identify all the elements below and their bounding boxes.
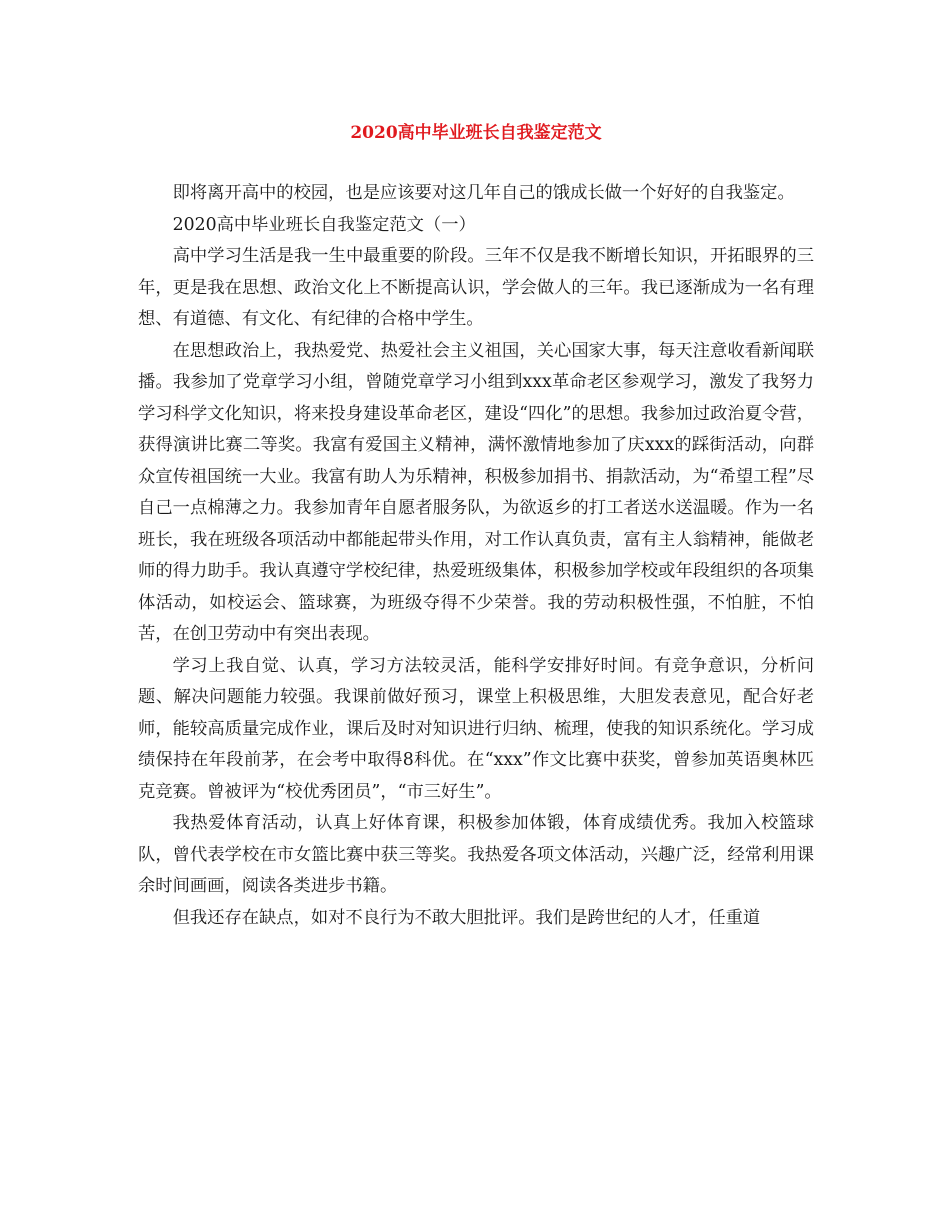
paragraph-overview: 高中学习生活是我一生中最重要的阶段。三年不仅是我不断增长知识，开拓眼界的三年，更是我在思想、政治文化上不断提高认识，学会做人的三年。我已逐渐成为一名有理想、有道德、有文化、有纪律的合格中学生。	[138, 246, 814, 329]
paragraph-intro: 即将离开高中的校园，也是应该要对这几年自己的饿成长做一个好好的自我鉴定。	[172, 183, 795, 203]
paragraph-politics: 在思想政治上，我热爱党、热爱社会主义祖国，关心国家大事，每天注意收看新闻联播。我参加了党章学习小组，曾随党章学习小组到xxx革命老区参观学习，激发了我努力学习科学文化知识，将来投身建设革命老区，建设“四化”的思想。我参加过政治夏令营，获得演讲比赛二等奖。我富有爱国主义精神，满怀激情地参加了庆xxx的踩街活动，向群众宣传祖国统一大业。我富有助人为乐精神，积极参加捐书、捐款活动，为“希望工程”尽自己一点棉薄之力。我参加青年自愿者服务队，为欲返乡的打工者送水送温暖。作为一名班长，我在班级各项活动中都能起带头作用，对工作认真负责，富有主人翁精神，能做老师的得力助手。我认真遵守学校纪律，热爱班级集体，积极参加学校或年段组织的各项集体活动，如校运会、篮球赛，为班级夺得不少荣誉。我的劳动积极性强，不怕脏，不怕苦，在创卫劳动中有突出表现。	[138, 340, 814, 644]
document-title: 2020高中毕业班长自我鉴定范文	[350, 123, 602, 143]
document-page	[138, 118, 814, 934]
section-heading: 2020高中毕业班长自我鉴定范文（一）	[172, 214, 476, 235]
paragraph-shortcomings: 但我还存在缺点，如对不良行为不敢大胆批评。我们是跨世纪的人才，任重道	[172, 907, 761, 928]
paragraph-sports: 我热爱体育活动，认真上好体育课，积极参加体锻，体育成绩优秀。我加入校篮球队，曾代表学校在市女篮比赛中获三等奖。我热爱各项文体活动，兴趣广泛，经常利用课余时间画画，阅读各类进步书籍。	[138, 813, 814, 896]
paragraph-study: 学习上我自觉、认真，学习方法较灵活，能科学安排好时间。有竞争意识，分析问题、解决问题能力较强。我课前做好预习，课堂上积极思维，大胆发表意见，配合好老师，能较高质量完成作业，课后及时对知识进行归纳、梳理，使我的知识系统化。学习成绩保持在年段前茅，在会考中取得8科优。在“xxx”作文比赛中获奖，曾参加英语奥林匹克竞赛。曾被评为“校优秀团员”，“市三好生”。	[138, 655, 814, 802]
